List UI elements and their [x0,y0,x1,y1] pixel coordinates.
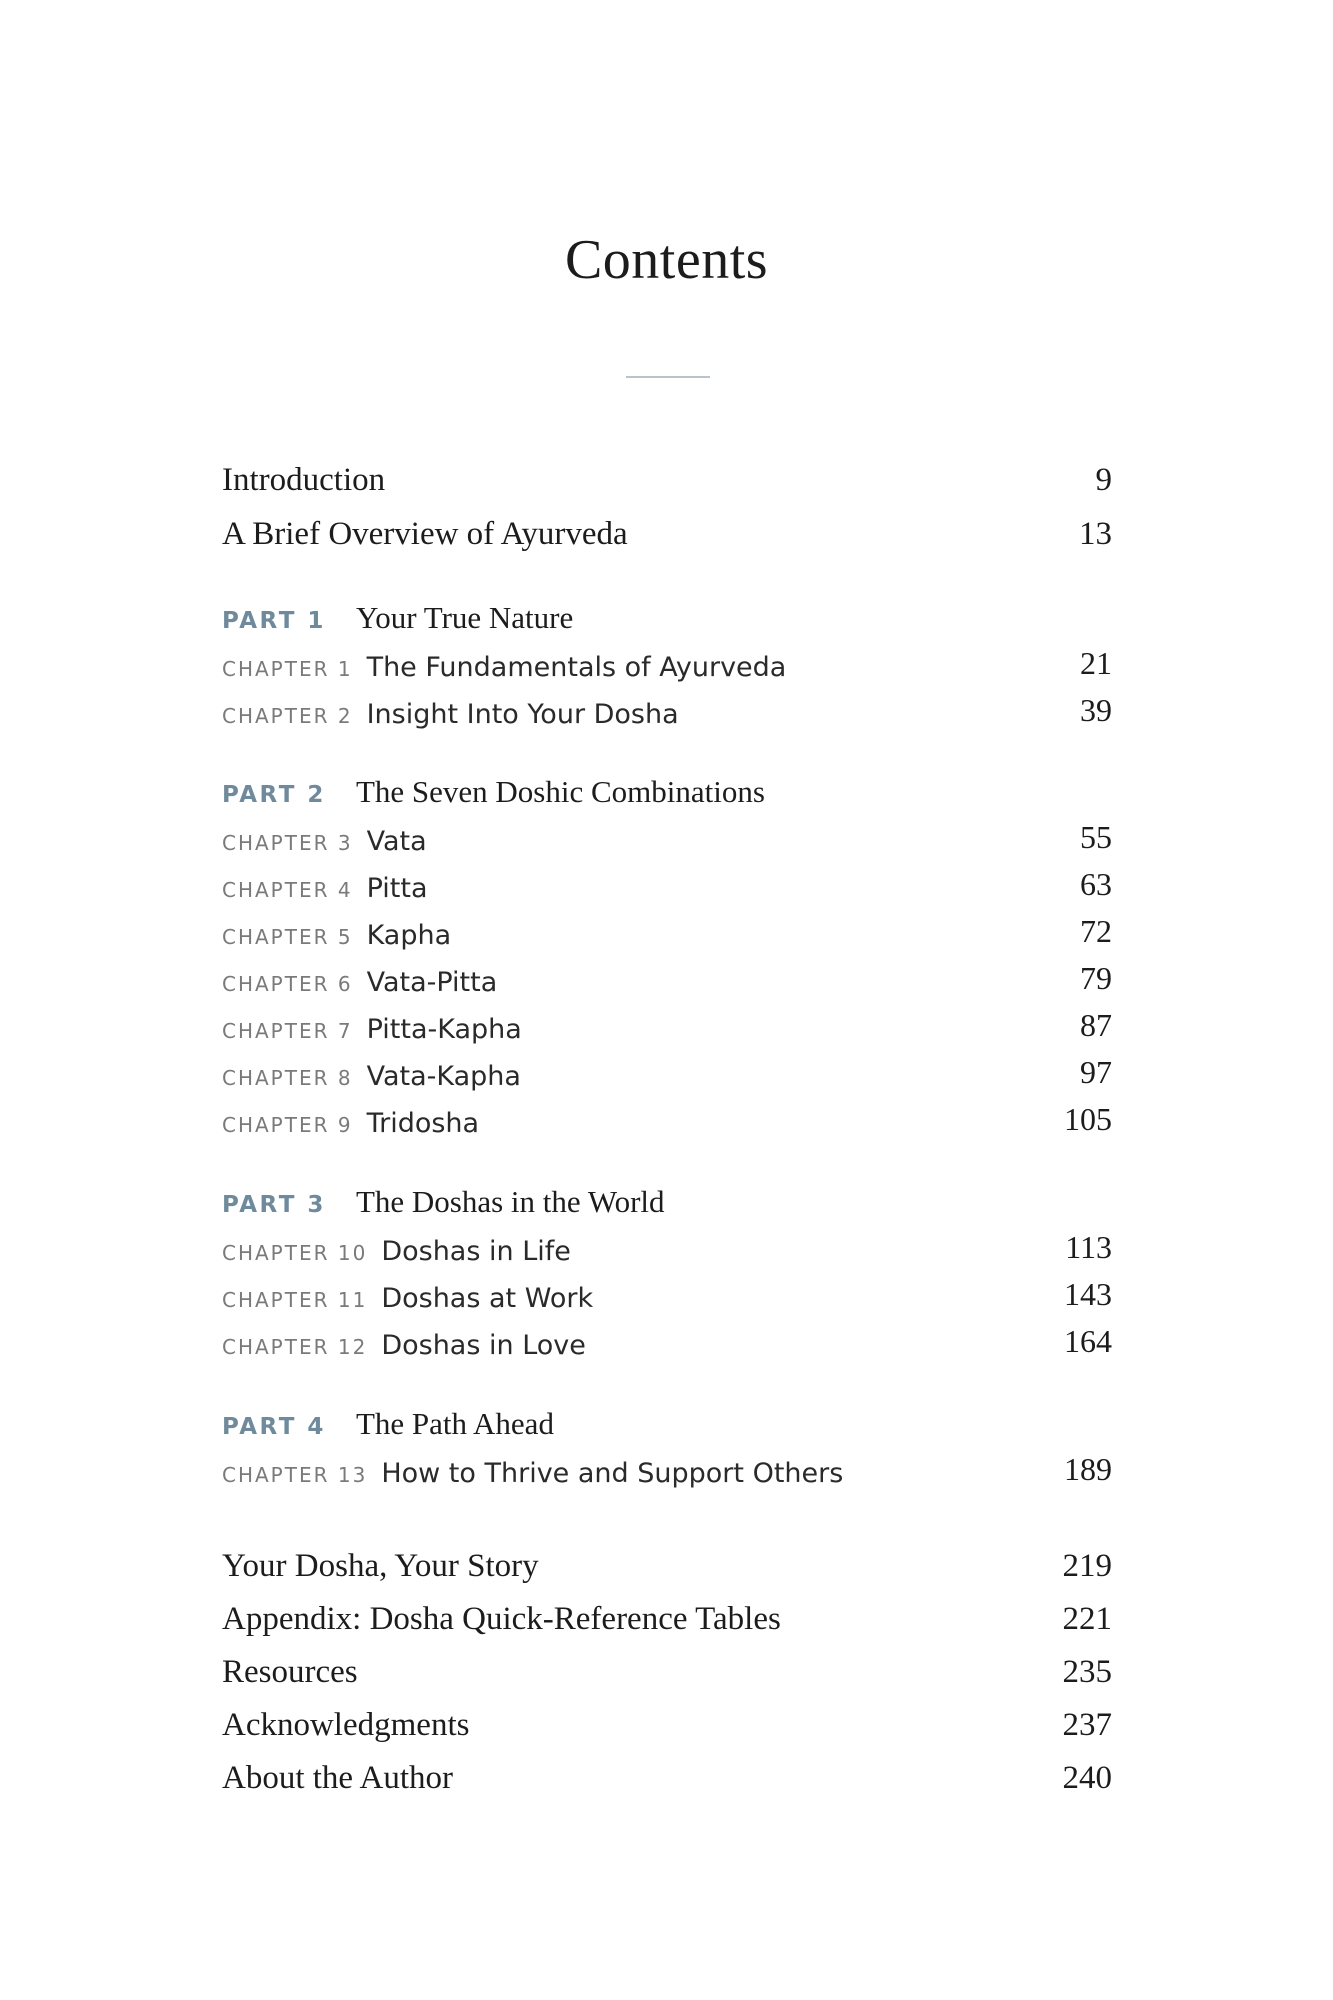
entry-page-number: 9 [1095,462,1112,498]
part-tag: PART 3 [222,1192,326,1218]
title-divider [626,376,710,378]
chapter-tag: CHAPTER 3 [222,831,353,855]
toc-entry-chapter-3[interactable] [222,817,1112,863]
toc-entry-chapter-13[interactable] [222,1449,1112,1495]
chapter-tag: CHAPTER 13 [222,1463,368,1487]
part-tag: PART 2 [222,782,326,808]
toc-entry-chapter-6[interactable] [222,958,1112,1004]
chapter-tag: CHAPTER 1 [222,657,353,681]
part-heading-4[interactable] [222,1402,1112,1448]
toc-entry-about-author[interactable] [222,1758,1112,1804]
chapter-tag: CHAPTER 10 [222,1241,368,1265]
chapter-title: Doshas at Work [381,1283,594,1314]
toc-entry-introduction[interactable] [222,460,1112,506]
entry-page-number: 240 [1062,1760,1112,1796]
entry-label: Appendix: Dosha Quick-Reference Tables [222,1601,781,1637]
chapter-title: Pitta-Kapha [366,1014,522,1045]
toc-entry-chapter-9[interactable] [222,1099,1112,1145]
chapter-title: Vata [366,826,427,857]
entry-page-number: 79 [1080,960,1112,996]
entry-page-number: 164 [1064,1323,1112,1359]
toc-entry-chapter-5[interactable] [222,911,1112,957]
part-heading-3[interactable] [222,1180,1112,1226]
chapter-tag: CHAPTER 5 [222,925,353,949]
toc-entry-resources[interactable] [222,1652,1112,1698]
chapter-title: Tridosha [366,1108,480,1139]
entry-page-number: 87 [1080,1007,1112,1043]
entry-page-number: 13 [1079,516,1112,552]
entry-page-number: 97 [1080,1054,1112,1090]
chapter-title: The Fundamentals of Ayurveda [366,652,787,683]
entry-page-number: 72 [1080,913,1112,949]
chapter-title: How to Thrive and Support Others [381,1458,844,1489]
part-title: The Path Ahead [355,1406,554,1441]
chapter-title: Doshas in Life [381,1236,571,1267]
entry-page-number: 55 [1080,819,1112,855]
entry-page-number: 63 [1080,866,1112,902]
toc-entry-acknowledgments[interactable] [222,1705,1112,1751]
toc-entry-chapter-11[interactable] [222,1274,1112,1320]
chapter-tag: CHAPTER 2 [222,704,353,728]
toc-entry-chapter-10[interactable] [222,1227,1112,1273]
entry-label: A Brief Overview of Ayurveda [222,516,628,552]
chapter-title: Vata-Kapha [366,1061,521,1092]
toc-entry-appendix[interactable] [222,1599,1112,1645]
toc-entry-overview[interactable] [222,514,1112,560]
chapter-tag: CHAPTER 4 [222,878,353,902]
entry-page-number: 143 [1064,1276,1112,1312]
entry-label: Introduction [222,462,386,498]
entry-page-number: 105 [1064,1101,1112,1137]
entry-page-number: 113 [1065,1229,1112,1265]
chapter-tag: CHAPTER 12 [222,1335,368,1359]
entry-page-number: 237 [1062,1707,1112,1743]
toc-entry-your-story[interactable] [222,1546,1112,1592]
part-heading-1[interactable] [222,596,1112,642]
toc-entry-chapter-12[interactable] [222,1321,1112,1367]
entry-page-number: 189 [1064,1451,1112,1487]
entry-label: About the Author [222,1760,453,1796]
part-title: The Doshas in the World [355,1184,665,1219]
chapter-title: Vata-Pitta [366,967,498,998]
entry-page-number: 39 [1080,692,1112,728]
toc-entry-chapter-2[interactable] [222,690,1112,736]
chapter-tag: CHAPTER 9 [222,1113,353,1137]
chapter-tag: CHAPTER 11 [222,1288,368,1312]
toc-entry-chapter-4[interactable] [222,864,1112,910]
entry-page-number: 21 [1080,645,1112,681]
part-title: The Seven Doshic Combinations [355,774,765,809]
toc-entry-chapter-1[interactable] [222,643,1112,689]
entry-label: Your Dosha, Your Story [222,1548,539,1584]
part-title: Your True Nature [355,600,574,635]
chapter-title: Doshas in Love [381,1330,586,1361]
entry-page-number: 221 [1062,1601,1112,1637]
entry-label: Acknowledgments [222,1707,470,1743]
part-tag: PART 1 [222,608,326,634]
toc-entry-chapter-7[interactable] [222,1005,1112,1051]
chapter-tag: CHAPTER 7 [222,1019,353,1043]
chapter-title: Pitta [366,873,428,904]
chapter-title: Insight Into Your Dosha [366,699,679,730]
chapter-title: Kapha [366,920,452,951]
page-title: Contents [564,229,769,291]
entry-label: Resources [222,1654,358,1690]
chapter-tag: CHAPTER 8 [222,1066,353,1090]
part-tag: PART 4 [222,1414,326,1440]
entry-page-number: 235 [1062,1654,1112,1690]
toc-entry-chapter-8[interactable] [222,1052,1112,1098]
part-heading-2[interactable] [222,770,1112,816]
chapter-tag: CHAPTER 6 [222,972,353,996]
entry-page-number: 219 [1062,1548,1112,1584]
